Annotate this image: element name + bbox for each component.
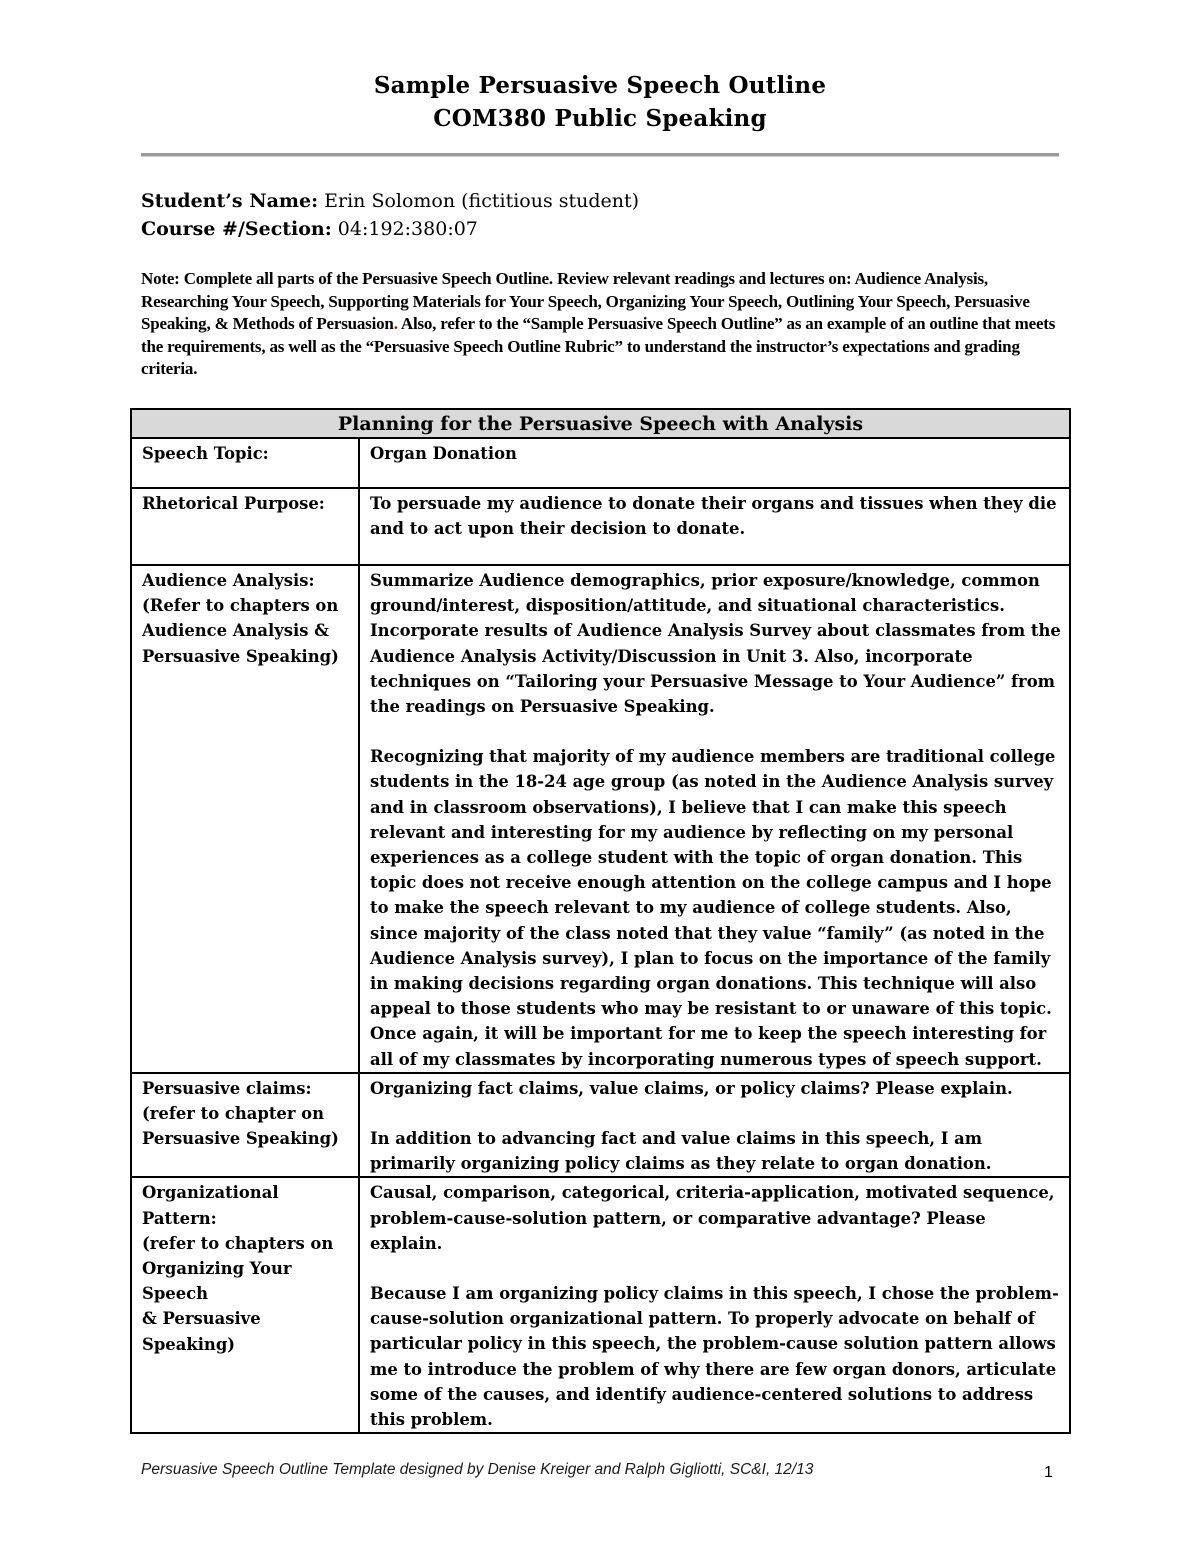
label-line: Speech Topic: bbox=[142, 444, 269, 463]
row-content bbox=[359, 1177, 1070, 1433]
label-line: (refer to chapter on bbox=[142, 1104, 325, 1124]
course-section-line bbox=[141, 218, 478, 240]
page-number: 1 bbox=[1044, 1464, 1053, 1481]
header-divider bbox=[141, 153, 1059, 157]
label-line: Rhetorical Purpose: bbox=[142, 494, 325, 513]
paragraph-gap bbox=[370, 1101, 1061, 1126]
content-paragraph: To persuade my audience to donate their organs and tissues when they die and to act upon their decision to donate. bbox=[370, 494, 1057, 539]
note-red-period: . bbox=[393, 314, 398, 334]
content-paragraph: Because I am organizing policy claims in this speech, I chose the problem-cause-solution organizational pattern. To properly advocate on behalf of particular policy in this speech, the problem-cause solution pattern allows me to introduce the problem of why there are few organ donors, articulate some of the causes, and identify audience-centered solutions to address this problem. bbox=[370, 1284, 1059, 1430]
label-line: Organizing Your Speech bbox=[142, 1259, 292, 1304]
student-name-line bbox=[141, 190, 639, 212]
note-text-continued: Also, refer to the “Sample Persuasive Speech Outline” as an example of an outline that meets the requirements, as well as the “Persuasive Speech Outline Rubric” to understand the instructor’s expectations and grading criteria. bbox=[141, 314, 1056, 379]
row-label bbox=[131, 565, 359, 1073]
planning-table bbox=[130, 408, 1071, 1434]
student-name-value: Erin Solomon (fictitious student) bbox=[318, 190, 640, 212]
label-line: Pattern: bbox=[142, 1208, 217, 1228]
paragraph-gap bbox=[370, 719, 1061, 744]
row-content bbox=[359, 488, 1070, 565]
table-row-organizational-pattern bbox=[131, 1177, 1070, 1433]
label-line: Audience Analysis & bbox=[142, 621, 329, 641]
table-heading-row bbox=[131, 409, 1070, 438]
student-name-label: Student’s Name: bbox=[141, 190, 319, 212]
table-heading: Planning for the Persuasive Speech with Analysis bbox=[131, 409, 1070, 438]
content-paragraph: Summarize Audience demographics, prior exposure/knowledge, common ground/interest, disposition/attitude, and situational characteristics. Incorporate results of Audience Analysis Survey about classmates from the Audience Analysis Activity/Discussion in Unit 3. Also, incorporate techniques on “Tailoring your Persuasive Message to Your Audience” from the readings on Persuasive Speaking. bbox=[370, 571, 1061, 717]
instructions-note bbox=[141, 268, 1059, 381]
label-line: (Refer to chapters on bbox=[142, 596, 339, 616]
note-text: Note: Complete all parts of the Persuasive Speech Outline. Review relevant readings and lectures on: Audience Analysis, Researching Your Speech, Supporting Materials for Your Speech, Organizing Your Speech, Outlining Your Speech, Persuasive Speaking, & Methods of Persuasion bbox=[141, 269, 1030, 334]
label-line: & Persuasive Speaking) bbox=[142, 1309, 261, 1354]
table-row-persuasive-claims bbox=[131, 1073, 1070, 1178]
table-row-speech-topic bbox=[131, 438, 1070, 488]
table-row-audience-analysis bbox=[131, 565, 1070, 1073]
paragraph-gap bbox=[370, 1256, 1061, 1281]
document-title: Sample Persuasive Speech Outline bbox=[373, 72, 827, 99]
label-line: Persuasive claims: bbox=[142, 1078, 312, 1098]
label-line: Audience Analysis: bbox=[142, 571, 315, 590]
row-label bbox=[131, 1177, 359, 1433]
content-paragraph: In addition to advancing fact and value claims in this speech, I am primarily organizing policy claims as they relate to organ donation. bbox=[370, 1129, 992, 1174]
label-line: Organizational bbox=[142, 1183, 279, 1203]
content-paragraph: Recognizing that majority of my audience members are traditional college students in the 18-24 age group (as noted in the Audience Analysis survey and in classroom observations), I believe that I can make this speech relevant and interesting for my audience by reflecting on my personal experiences as a college student with the topic of organ donation. This topic does not receive enough attention on the college campus and I hope to make the speech relevant to my audience of college students. Also, since majority of the class noted that they value “family” (as noted in the Audience Analysis survey), I plan to focus on the importance of the family in making decisions regarding organ donations. This technique will also appeal to those students who may be resistant to or unaware of this topic. Once again, it will be important for me to keep the speech interesting for all of my classmates by incorporating numerous types of speech support. bbox=[370, 747, 1056, 1069]
row-label bbox=[131, 488, 359, 565]
course-title: COM380 Public Speaking bbox=[433, 105, 767, 132]
page-footer: Persuasive Speech Outline Template designed by Denise Kreiger and Ralph Gigliotti, SC&I, 12/13 bbox=[141, 1461, 814, 1478]
course-section-value: 04:192:380:07 bbox=[331, 218, 478, 240]
label-line: Persuasive Speaking) bbox=[142, 646, 339, 666]
label-line: Persuasive Speaking) bbox=[142, 1129, 339, 1149]
row-label bbox=[131, 1073, 359, 1178]
course-section-label: Course #/Section: bbox=[141, 218, 332, 240]
label-line: (refer to chapters on bbox=[142, 1233, 334, 1253]
row-content bbox=[359, 565, 1070, 1073]
row-content bbox=[359, 1073, 1070, 1178]
content-paragraph: Organizing fact claims, value claims, or policy claims? Please explain. bbox=[370, 1078, 1013, 1098]
content-paragraph: Organ Donation bbox=[370, 444, 517, 463]
row-content bbox=[359, 438, 1070, 488]
table-row-rhetorical-purpose bbox=[131, 488, 1070, 565]
content-paragraph: Causal, comparison, categorical, criteria-application, motivated sequence, problem-cause-solution pattern, or comparative advantage? Please explain. bbox=[370, 1183, 1055, 1253]
row-label bbox=[131, 438, 359, 488]
